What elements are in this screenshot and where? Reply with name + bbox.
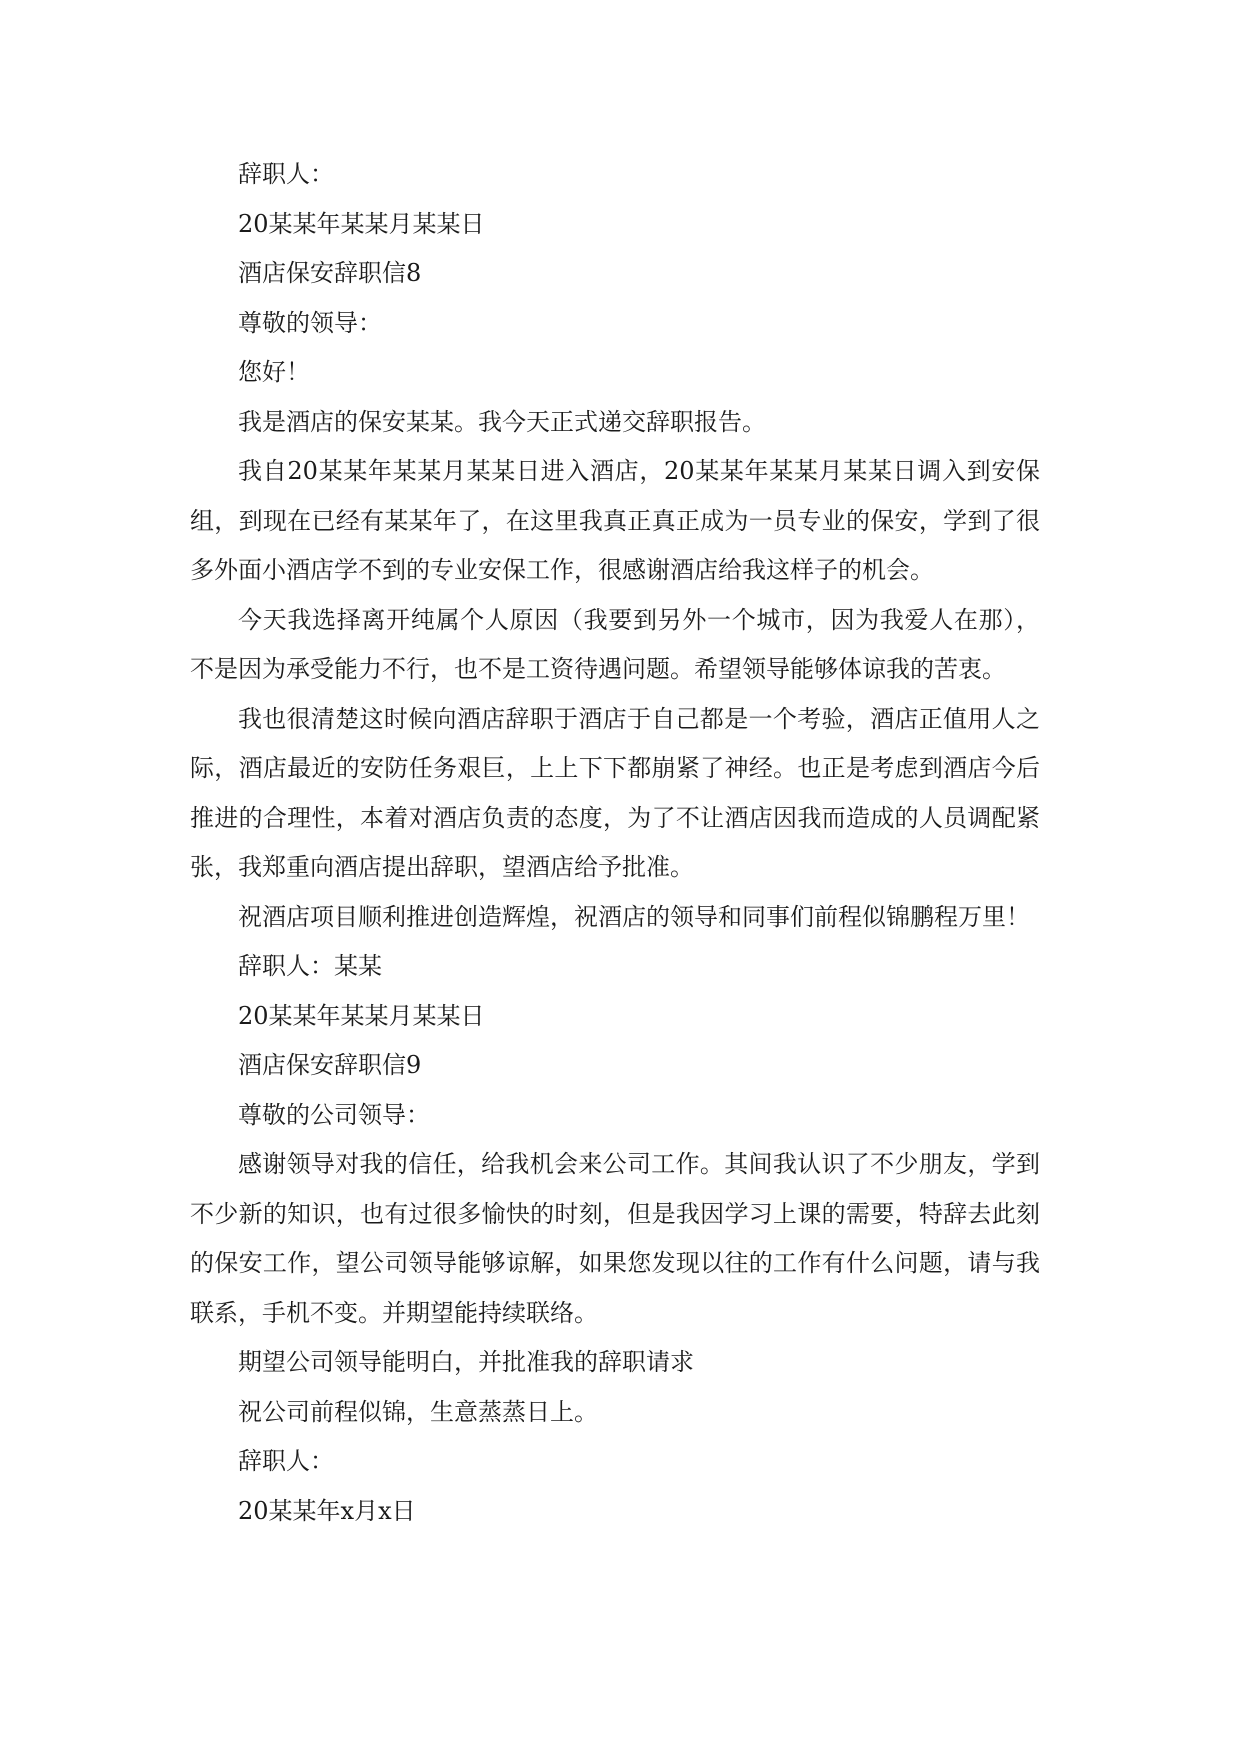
date-line: 20某某年某某月某某日: [238, 1001, 485, 1030]
signature-label: 辞职人：某某: [238, 952, 382, 980]
signature-label: 辞职人：: [238, 1447, 334, 1475]
date-line: 20某某年某某月某某日: [238, 209, 485, 238]
salutation: 尊敬的领导：: [238, 308, 382, 337]
document-body: [190, 150, 1040, 1536]
salutation: 尊敬的公司领导：: [238, 1100, 430, 1129]
letter-title: 酒店保安辞职信9: [238, 1051, 422, 1079]
closing-wish: 祝公司前程似锦，生意蒸蒸日上。: [238, 1397, 598, 1426]
date-line: 20某某年x月x日: [238, 1496, 416, 1525]
body-paragraph: 我也很清楚这时候向酒店辞职于酒店于自己都是一个考验，酒店正值用人之际，酒店最近的安防任务艰巨，上上下下都崩紧了神经。也正是考虑到酒店今后推进的合理性，本着对酒店负责的态度，为了不让酒店因我而造成的人员调配紧张，我郑重向酒店提出辞职，望酒店给予批准。: [190, 704, 1040, 881]
body-paragraph: 感谢领导对我的信任，给我机会来公司工作。其间我认识了不少朋友，学到不少新的知识，也有过很多愉快的时刻，但是我因学习上课的需要，特辞去此刻的保安工作，望公司领导能够谅解，如果您发现以往的工作有什么问题，请与我联系，手机不变。并期望能持续联络。: [190, 1150, 1040, 1327]
body-paragraph: 我自20某某年某某月某某日进入酒店，20某某年某某月某某日调入到安保组，到现在已经有某某年了，在这里我真正真正成为一员专业的保安，学到了很多外面小酒店学不到的专业安保工作，很感谢酒店给我这样子的机会。: [190, 457, 1040, 584]
closing-wish: 祝酒店项目顺利推进创造辉煌，祝酒店的领导和同事们前程似锦鹏程万里！: [238, 902, 1030, 931]
letter-title: 酒店保安辞职信8: [238, 259, 422, 287]
greeting: 您好！: [238, 358, 310, 386]
body-paragraph: 今天我选择离开纯属个人原因（我要到另外一个城市，因为我爱人在那），不是因为承受能力不行，也不是工资待遇问题。希望领导能够体谅我的苦衷。: [190, 605, 1040, 683]
signature-label: 辞职人：: [238, 160, 334, 188]
body-paragraph: 期望公司领导能明白，并批准我的辞职请求: [238, 1348, 694, 1376]
body-paragraph: 我是酒店的保安某某。我今天正式递交辞职报告。: [238, 407, 766, 436]
